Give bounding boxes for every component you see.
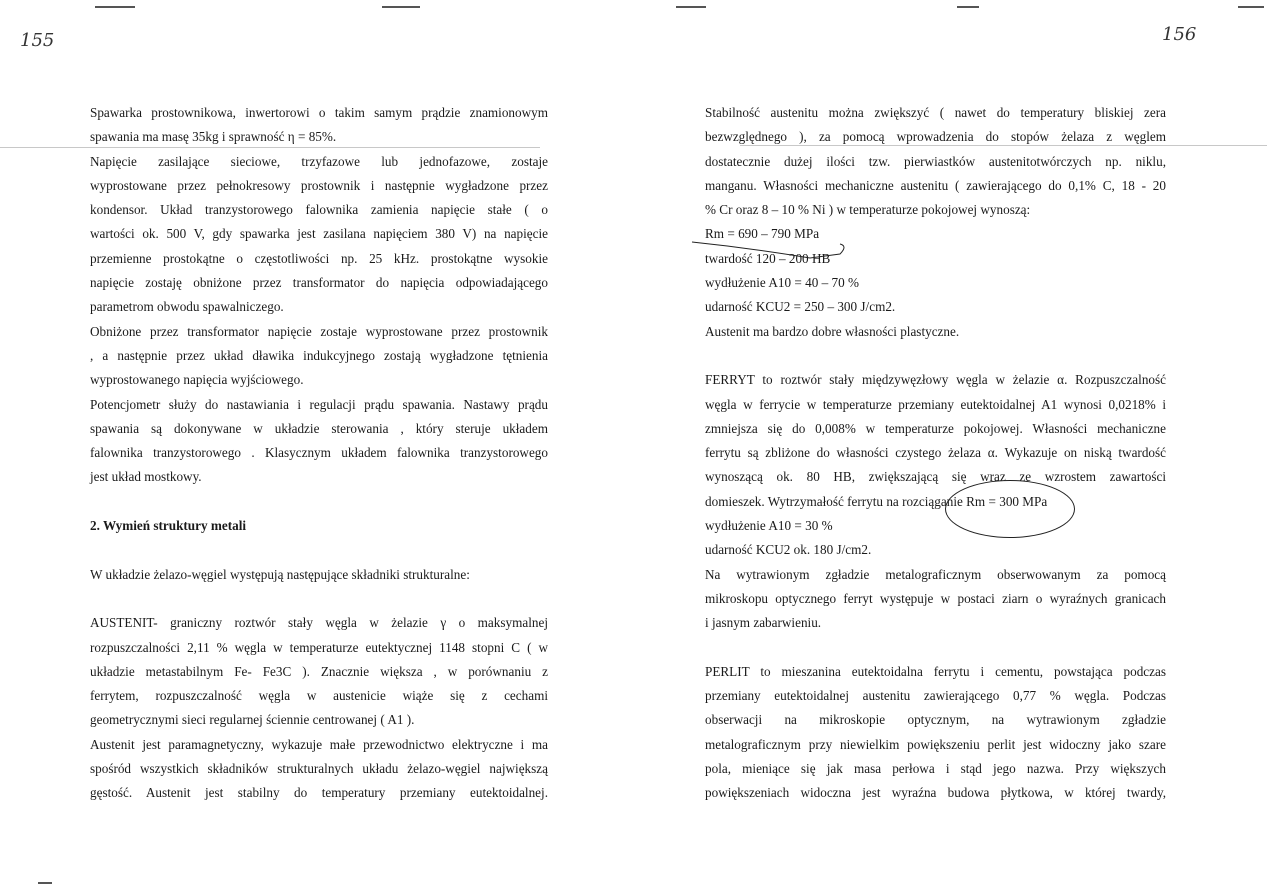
text-line: % Cr oraz 8 – 10 % Ni ) w temperaturze pokojowej wynoszą: xyxy=(705,202,1031,218)
pen-underline-annotation xyxy=(690,240,860,268)
blank-line xyxy=(705,636,1166,660)
text-line: udarność KCU2 = 250 – 300 J/cm2. xyxy=(705,299,896,315)
text-line: obserwacji na mikroskopie optycznym, na wytrawionym zgładzie xyxy=(705,712,1166,728)
text-line: falownika tranzystorowego . Klasycznym układem falownika tranzystorowego xyxy=(90,445,548,461)
text-line: Austenit ma bardzo dobre własności plastyczne. xyxy=(705,323,960,339)
text-line: manganu. Własności mechaniczne austenitu ( zawierającego do 0,1% C, 18 - 20 xyxy=(705,177,1166,193)
text-line: powiększeniach widoczna jest wyraźna budowa płytkowa, w której twardy, xyxy=(705,785,1166,801)
blank-line xyxy=(90,490,548,514)
text-line: Stabilność austenitu można zwiększyć ( nawet do temperatury bliskiej zera xyxy=(705,105,1166,120)
left-page-text xyxy=(90,101,548,806)
text-line: przemienne prostokątne o częstotliwości np. 25 kHz. prostokątne wysokie xyxy=(90,250,548,266)
text-line: AUSTENIT- graniczny roztwór stały węgla w żelazie γ o maksymalnej xyxy=(90,615,548,631)
text-line: Potencjometr służy do nastawiania i regulacji prądu spawania. Nastawy prądu xyxy=(90,396,548,412)
text-line: Na wytrawionym zgładzie metalograficznym obserwowanym za pomocą xyxy=(705,566,1166,582)
text-line: mikroskopu optycznego ferryt występuje w postaci ziarn o wyraźnych granicach xyxy=(705,590,1166,606)
text-line: spośród wszystkich składników strukturalnych układu żelazo-węgiel największą xyxy=(90,761,548,777)
text-line: kondensor. Układ tranzystorowego falownika zamienia napięcie stałe ( o xyxy=(90,202,548,218)
text-line: metalograficznym przy niewielkim powiększeniu perlit jest widoczny jako szare xyxy=(705,736,1166,752)
text-line: wynoszącą ok. 80 HB, zwiększającą się wraz ze wzrostem zawartości xyxy=(705,469,1166,485)
text-line: W układzie żelazo-węgiel występują następujące składniki strukturalne: xyxy=(90,566,470,582)
text-line: geometrycznymi sieci regularnej ściennie centrowanej ( A1 ). xyxy=(90,712,415,728)
text-line: wydłużenie A10 = 30 % xyxy=(705,518,833,534)
text-line: wyprostowane przez pełnokresowy prostownik i następnie wygładzone przez xyxy=(90,177,548,193)
text-line: , a następnie przez układ dławika indukcyjnego zostają wygładzone tętnienia xyxy=(90,347,548,363)
pen-circle-annotation xyxy=(945,480,1075,538)
text-line: Napięcie zasilające sieciowe, trzyfazowe lub jednofazowe, zostaje xyxy=(90,153,548,169)
text-line: Obniżone przez transformator napięcie zostaje wyprostowane przez prostownik xyxy=(90,323,548,339)
right-page-text xyxy=(705,101,1166,806)
text-line: twardość 120 – 200 HB xyxy=(705,250,831,266)
text-line: wyprostowanego napięcia wyjściowego. xyxy=(90,372,304,388)
scan-artifact xyxy=(1238,6,1264,8)
scan-artifact xyxy=(676,6,706,8)
text-line: rozpuszczalności 2,11 % węgla w temperaturze eutektycznej 1148 stopni C ( w xyxy=(90,639,548,655)
text-line: udarność KCU2 ok. 180 J/cm2. xyxy=(705,542,872,558)
page-number-left: 155 xyxy=(20,30,55,51)
text-line: wydłużenie A10 = 40 – 70 % xyxy=(705,275,859,291)
blank-line xyxy=(90,587,548,611)
text-line: zmniejsza się do 0,008% w temperaturze pokojowej. Własności mechaniczne xyxy=(705,420,1166,436)
text-line: ferrytem, rozpuszczalność węgla w austenicie wiąże się z cechami xyxy=(90,688,548,704)
text-line: spawania są dokonywane w układzie sterowania , który steruje układem xyxy=(90,420,548,436)
text-line: dostatecznie dużej ilości tzw. pierwiastków austenitotwórczych np. niklu, xyxy=(705,153,1166,169)
text-line: gęstość. Austenit jest stabilny do temperatury przemiany eutektoidalnej. xyxy=(90,785,548,801)
text-line: węgla w ferrycie w temperaturze przemiany eutektoidalnej A1 wynosi 0,0218% i xyxy=(705,396,1166,412)
text-line: Austenit jest paramagnetyczny, wykazuje małe przewodnictwo elektryczne i ma xyxy=(90,736,548,752)
text-line: Spawarka prostownikowa, inwertorowi o takim samym prądzie znamionowym xyxy=(90,105,548,120)
text-line: przemiany eutektoidalnej austenitu zawierającego 0,77 % węgla. Podczas xyxy=(705,688,1166,704)
scan-artifact xyxy=(95,6,135,8)
text-line: napięcie zostaję obniżone przez transformator do napięcia odpowiadającego xyxy=(90,275,548,291)
text-line: spawania ma masę 35kg i sprawność η = 85%. xyxy=(90,129,337,145)
text-line: Rm = 690 – 790 MPa xyxy=(705,226,820,242)
text-line: wartości ok. 500 V, gdy spawarka jest zasilana napięciem 380 V) na napięcie xyxy=(90,226,548,242)
text-line: PERLIT to mieszanina eutektoidalna ferrytu i cementu, powstająca podczas xyxy=(705,663,1166,679)
text-line: pola, mieniące się jak masa perłowa i stąd jego nazwa. Przy większych xyxy=(705,761,1166,777)
section-heading: 2. Wymień struktury metali xyxy=(90,518,247,534)
text-line: i jasnym zabarwieniu. xyxy=(705,615,822,631)
text-line: domieszek. Wytrzymałość ferrytu na rozciąganie Rm = 300 MPa xyxy=(705,493,1048,509)
text-line: układzie metastabilnym Fe- Fe3C ). Znacznie większa , w porównaniu z xyxy=(90,663,548,679)
scan-artifact xyxy=(382,6,420,8)
text-line: parametrom obwodu spawalniczego. xyxy=(90,299,284,315)
scan-artifact xyxy=(957,6,979,8)
text-line: bezwzględnego ), za pomocą wprowadzenia do stopów żelaza z węglem xyxy=(705,129,1166,145)
blank-line xyxy=(705,344,1166,368)
page-number-right: 156 xyxy=(1162,24,1197,45)
text-line: ferrytu są zbliżone do własności czystego żelaza α. Wykazuje on niską twardość xyxy=(705,445,1166,461)
text-line: FERRYT to roztwór stały międzywęzłowy węgla w żelazie α. Rozpuszczalność xyxy=(705,372,1166,388)
text-line: jest układ mostkowy. xyxy=(90,469,202,485)
blank-line xyxy=(90,538,548,562)
scan-artifact xyxy=(38,882,52,884)
